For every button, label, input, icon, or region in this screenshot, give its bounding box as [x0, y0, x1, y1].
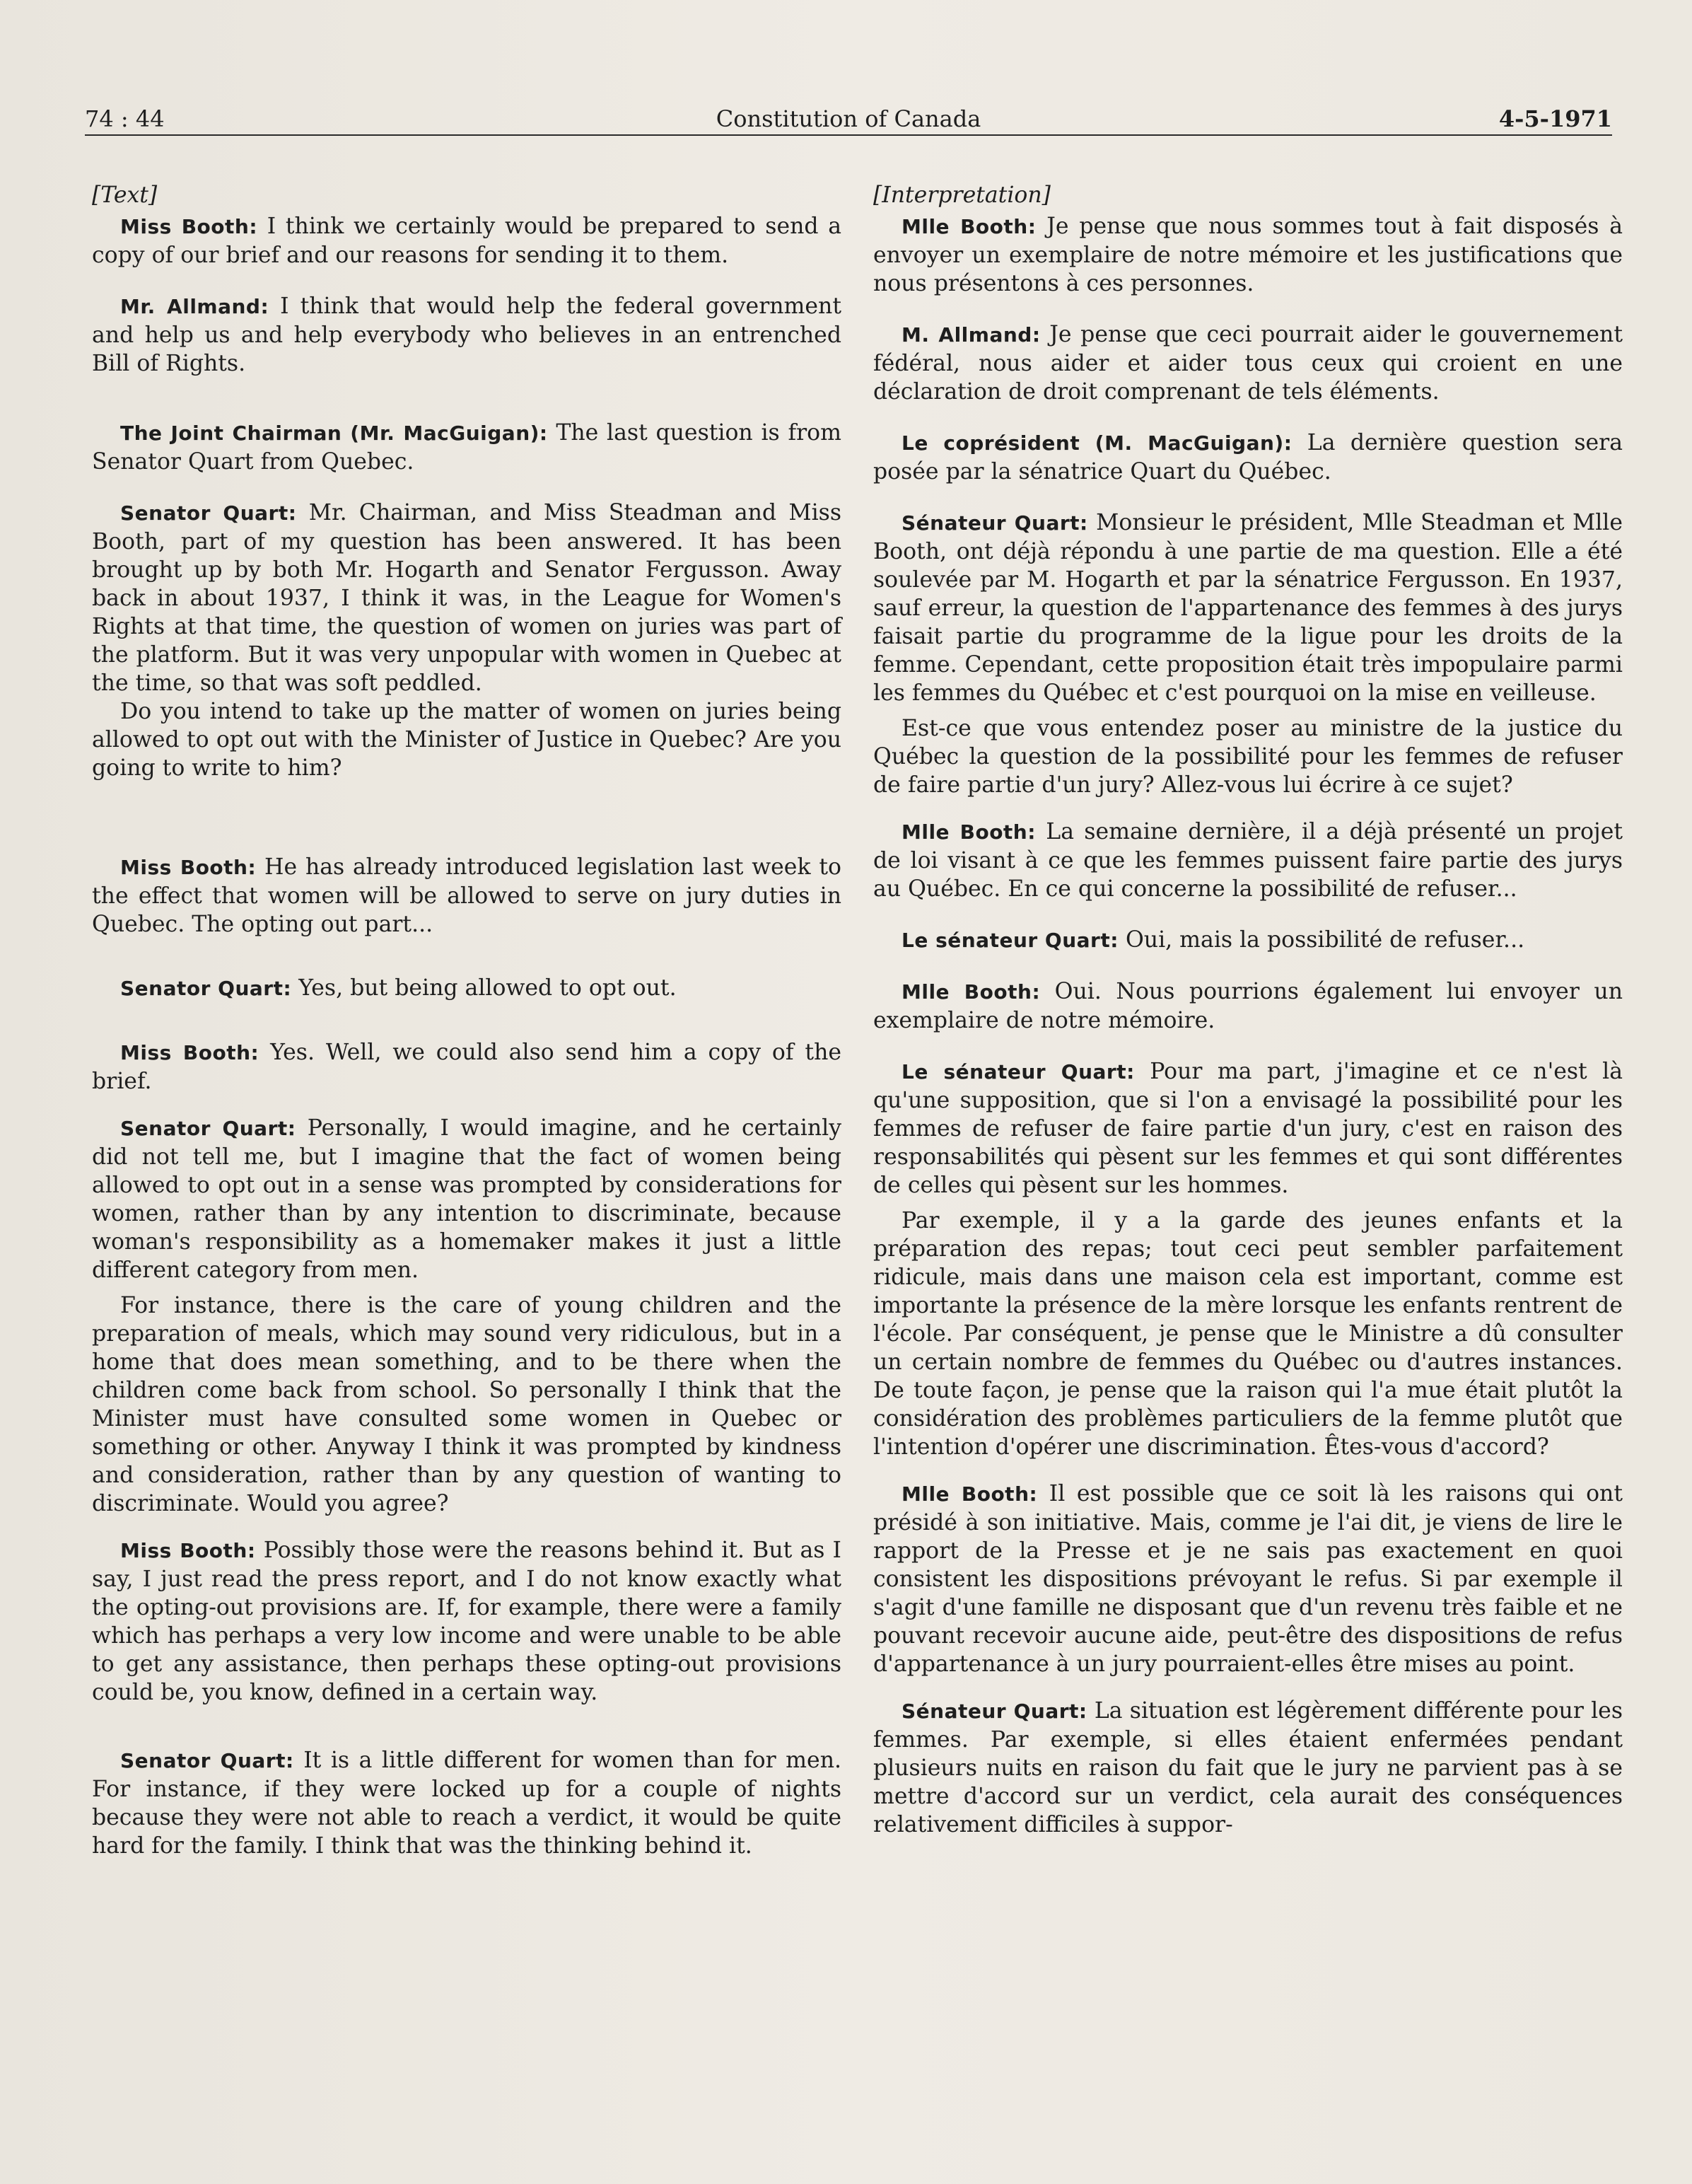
speech-paragraph [92, 1114, 841, 1284]
speaker-name: Le sénateur Quart: [902, 929, 1119, 952]
speech-text: Yes, but being allowed to opt out. [291, 975, 677, 1001]
speech-paragraph [873, 320, 1623, 406]
speech-paragraph [92, 499, 841, 697]
speech-text: I think we certainly would be prepared to send a copy of our brief and our reasons for sending it to them. [92, 214, 842, 268]
speech-text: Pour ma part, j'imagine et ce n'est là qu'une supposition, que si l'on a envisagé la possibilité pour les femmes de refuser de faire partie d'un jury, c'est en raison des responsabilités qui pèsent sur les femmes et qui sont différentes de celles qui pèsent sur les hommes. [873, 1059, 1623, 1198]
speech-text: He has already introduced legislation last week to the effect that women will be allowed to serve on jury duties in Quebec. The opting out part... [92, 854, 841, 937]
speech-paragraph [873, 1697, 1623, 1839]
speech-paragraph [92, 1746, 841, 1860]
speech-continuation: For instance, there is the care of young children and the preparation of meals, which may sound very ridiculous, but in a home that does mean something, and to be there when the children come back from school. So personally I think that the Minister must have consulted some women in Quebec or something or other. Anyway I think it was prompted by kindness and consideration, rather than by any question of wanting to discriminate. Would you agree? [92, 1293, 841, 1516]
speech-text: Je pense que nous sommes tout à fait disposés à envoyer un exemplaire de notre mémoire et les justifications que nous présentons à ces personnes. [873, 214, 1623, 296]
page-title: Constitution of Canada [716, 105, 981, 132]
speech-paragraph [92, 419, 841, 476]
speech-text: Yes. Well, we could also send him a copy of the brief. [92, 1040, 842, 1094]
speech-paragraph [92, 212, 841, 269]
speaker-name: Le coprésident (M. MacGuigan): [902, 431, 1293, 455]
english-column [92, 181, 841, 1860]
speech-text: Je pense que ceci pourrait aider le gouvernement fédéral, nous aider et aider tous ceux qui croient en une déclaration de droit comprenant de tels éléments. [873, 322, 1623, 405]
speech-text: I think that would help the federal government and help us and help everybody who believes in an entrenched Bill of Rights. [92, 294, 841, 376]
speech-text: It is a little different for women than for men. For instance, if they were locked up for a couple of nights because they were not able to reach a verdict, it would be quite hard for the family. I think that was the thinking behind it. [92, 1748, 841, 1859]
speech-text: Mr. Chairman, and Miss Steadman and Miss Booth, part of my question has been answered. It has been brought up by both Mr. Hogarth and Senator Fergusson. Away back in about 1937, I think it was, in the League for Women's Rights at that time, the question of women on juries was part of the platform. But it was very unpopular with women in Quebec at the time, so that was soft peddled. [92, 500, 842, 696]
speech-paragraph [873, 212, 1623, 298]
section-label: [Text] [92, 182, 158, 208]
speech-paragraph [873, 977, 1623, 1035]
speech-paragraph [873, 926, 1623, 955]
speech-paragraph [873, 429, 1623, 486]
speech-paragraph [873, 509, 1623, 707]
speech-text: La situation est légèrement différente pour les femmes. Par exemple, si elles étaient enfermées pendant plusieurs nuits en raison du fait que le jury ne parvient pas à se mettre d'accord sur un verdict, cela aurait des conséquences relativement difficiles à suppor- [873, 1698, 1623, 1837]
speech-paragraph [92, 292, 841, 378]
speaker-name: Miss Booth: [120, 1539, 256, 1562]
speech-paragraph [873, 1057, 1623, 1200]
speech-text: Oui. Nous pourrions également lui envoyer un exemplaire de notre mémoire. [873, 979, 1623, 1033]
speech-text: Oui, mais la possibilité de refuser... [1118, 927, 1525, 953]
speech-text: La dernière question sera posée par la sénatrice Quart du Québec. [873, 430, 1623, 484]
speaker-name: Mlle Booth: [902, 980, 1041, 1004]
page-header [85, 103, 1612, 136]
speaker-name: Le sénateur Quart: [902, 1060, 1135, 1084]
speech-text: Possibly those were the reasons behind it. But as I say, I just read the press report, and I do not know exactly what the opting-out provisions are. If, for example, there were a family which has perhaps a very low income and were unable to be able to get any assistance, then perhaps these opting-out provisions could be, you know, defined in a certain way. [92, 1538, 841, 1705]
speaker-name: Senator Quart: [120, 977, 292, 1000]
speech-paragraph [92, 974, 841, 1003]
speech-paragraph [92, 1536, 841, 1707]
speech-paragraph [873, 818, 1623, 903]
section-label: [Interpretation] [873, 182, 1051, 208]
speech-text: Monsieur le président, Mlle Steadman et Mlle Booth, ont déjà répondu à une partie de ma question. Elle a été soulevée par M. Hogarth et par la sénatrice Fergusson. En 1937, sauf erreur, la question de l'appartenance des femmes à des jurys faisait partie du programme de la ligue pour les droits de la femme. Cependant, cette proposition était très impopulaire parmi les femmes du Québec et c'est pourquoi on la mise en veilleuse. [873, 510, 1623, 706]
speaker-name: Senator Quart: [120, 501, 297, 525]
speech-paragraph [92, 853, 841, 939]
speaker-name: Sénateur Quart: [902, 1700, 1087, 1723]
speaker-name: Sénateur Quart: [902, 511, 1088, 535]
french-column [873, 181, 1623, 1839]
speaker-name: Mlle Booth: [902, 820, 1036, 844]
speech-text: The last question is from Senator Quart from Quebec. [92, 420, 841, 475]
speaker-name: Miss Booth: [120, 856, 257, 879]
page-number: 74 : 44 [85, 105, 165, 132]
speaker-name: Senator Quart: [120, 1749, 294, 1772]
speech-text: La semaine dernière, il a déjà présenté un projet de loi visant à ce que les femmes puissent faire partie des jurys au Québec. En ce qui concerne la possibilité de refuser... [873, 819, 1623, 902]
speech-continuation: Par exemple, il y a la garde des jeunes enfants et la préparation des repas; tout ceci peut sembler parfaitement ridicule, mais dans une maison cela est important, comme est importante la présence de la mère lorsque les enfants rentrent de l'école. Par conséquent, je pense que le Ministre a dû consulter un certain nombre de femmes du Québec ou d'autres instances. De toute façon, je pense que la raison qui l'a mue était plutôt la considération des problèmes particuliers de la femme plutôt que l'intention d'opérer une discrimination. Êtes-vous d'accord? [873, 1208, 1623, 1460]
speaker-name: Miss Booth: [120, 215, 258, 238]
speaker-name: M. Allmand: [902, 323, 1041, 347]
page-date: 4-5-1971 [1498, 105, 1612, 132]
speaker-name: Mlle Booth: [902, 1482, 1038, 1506]
speaker-name: Senator Quart: [120, 1117, 296, 1140]
speech-text: Personally, I would imagine, and he certainly did not tell me, but I imagine that the fact of women being allowed to opt out in a sense was prompted by considerations for women, rather than by any intention to discriminate, because woman's responsibility as a homemaker makes it just a little different category from men. [92, 1115, 842, 1283]
speaker-name: Mlle Booth: [902, 215, 1037, 238]
speech-paragraph [92, 1038, 841, 1096]
speech-continuation: Est-ce que vous entendez poser au ministre de la justice du Québec la question de la possibilité pour les femmes de refuser de faire partie d'un jury? Allez-vous lui écrire à ce sujet? [873, 716, 1623, 798]
speech-text: Il est possible que ce soit là les raisons qui ont présidé à son initiative. Mais, comme je l'ai dit, je viens de lire le rapport de la Presse et je ne sais pas exactement en quoi consistent les dispositions prévoyant le refus. Si par exemple il s'agit d'une famille ne disposant que d'un revenu très faible et ne pouvant recevoir aucune aide, peut-être des dispositions de refus d'appartenance à un jury pourraient-elles être mises au point. [873, 1481, 1623, 1677]
speaker-name: Miss Booth: [120, 1041, 259, 1064]
speech-continuation: Do you intend to take up the matter of women on juries being allowed to opt out with the Minister of Justice in Quebec? Are you going to write to him? [92, 699, 841, 781]
speaker-name: The Joint Chairman (Mr. MacGuigan): [120, 422, 548, 445]
speech-paragraph [873, 1480, 1623, 1678]
speaker-name: Mr. Allmand: [120, 295, 269, 318]
